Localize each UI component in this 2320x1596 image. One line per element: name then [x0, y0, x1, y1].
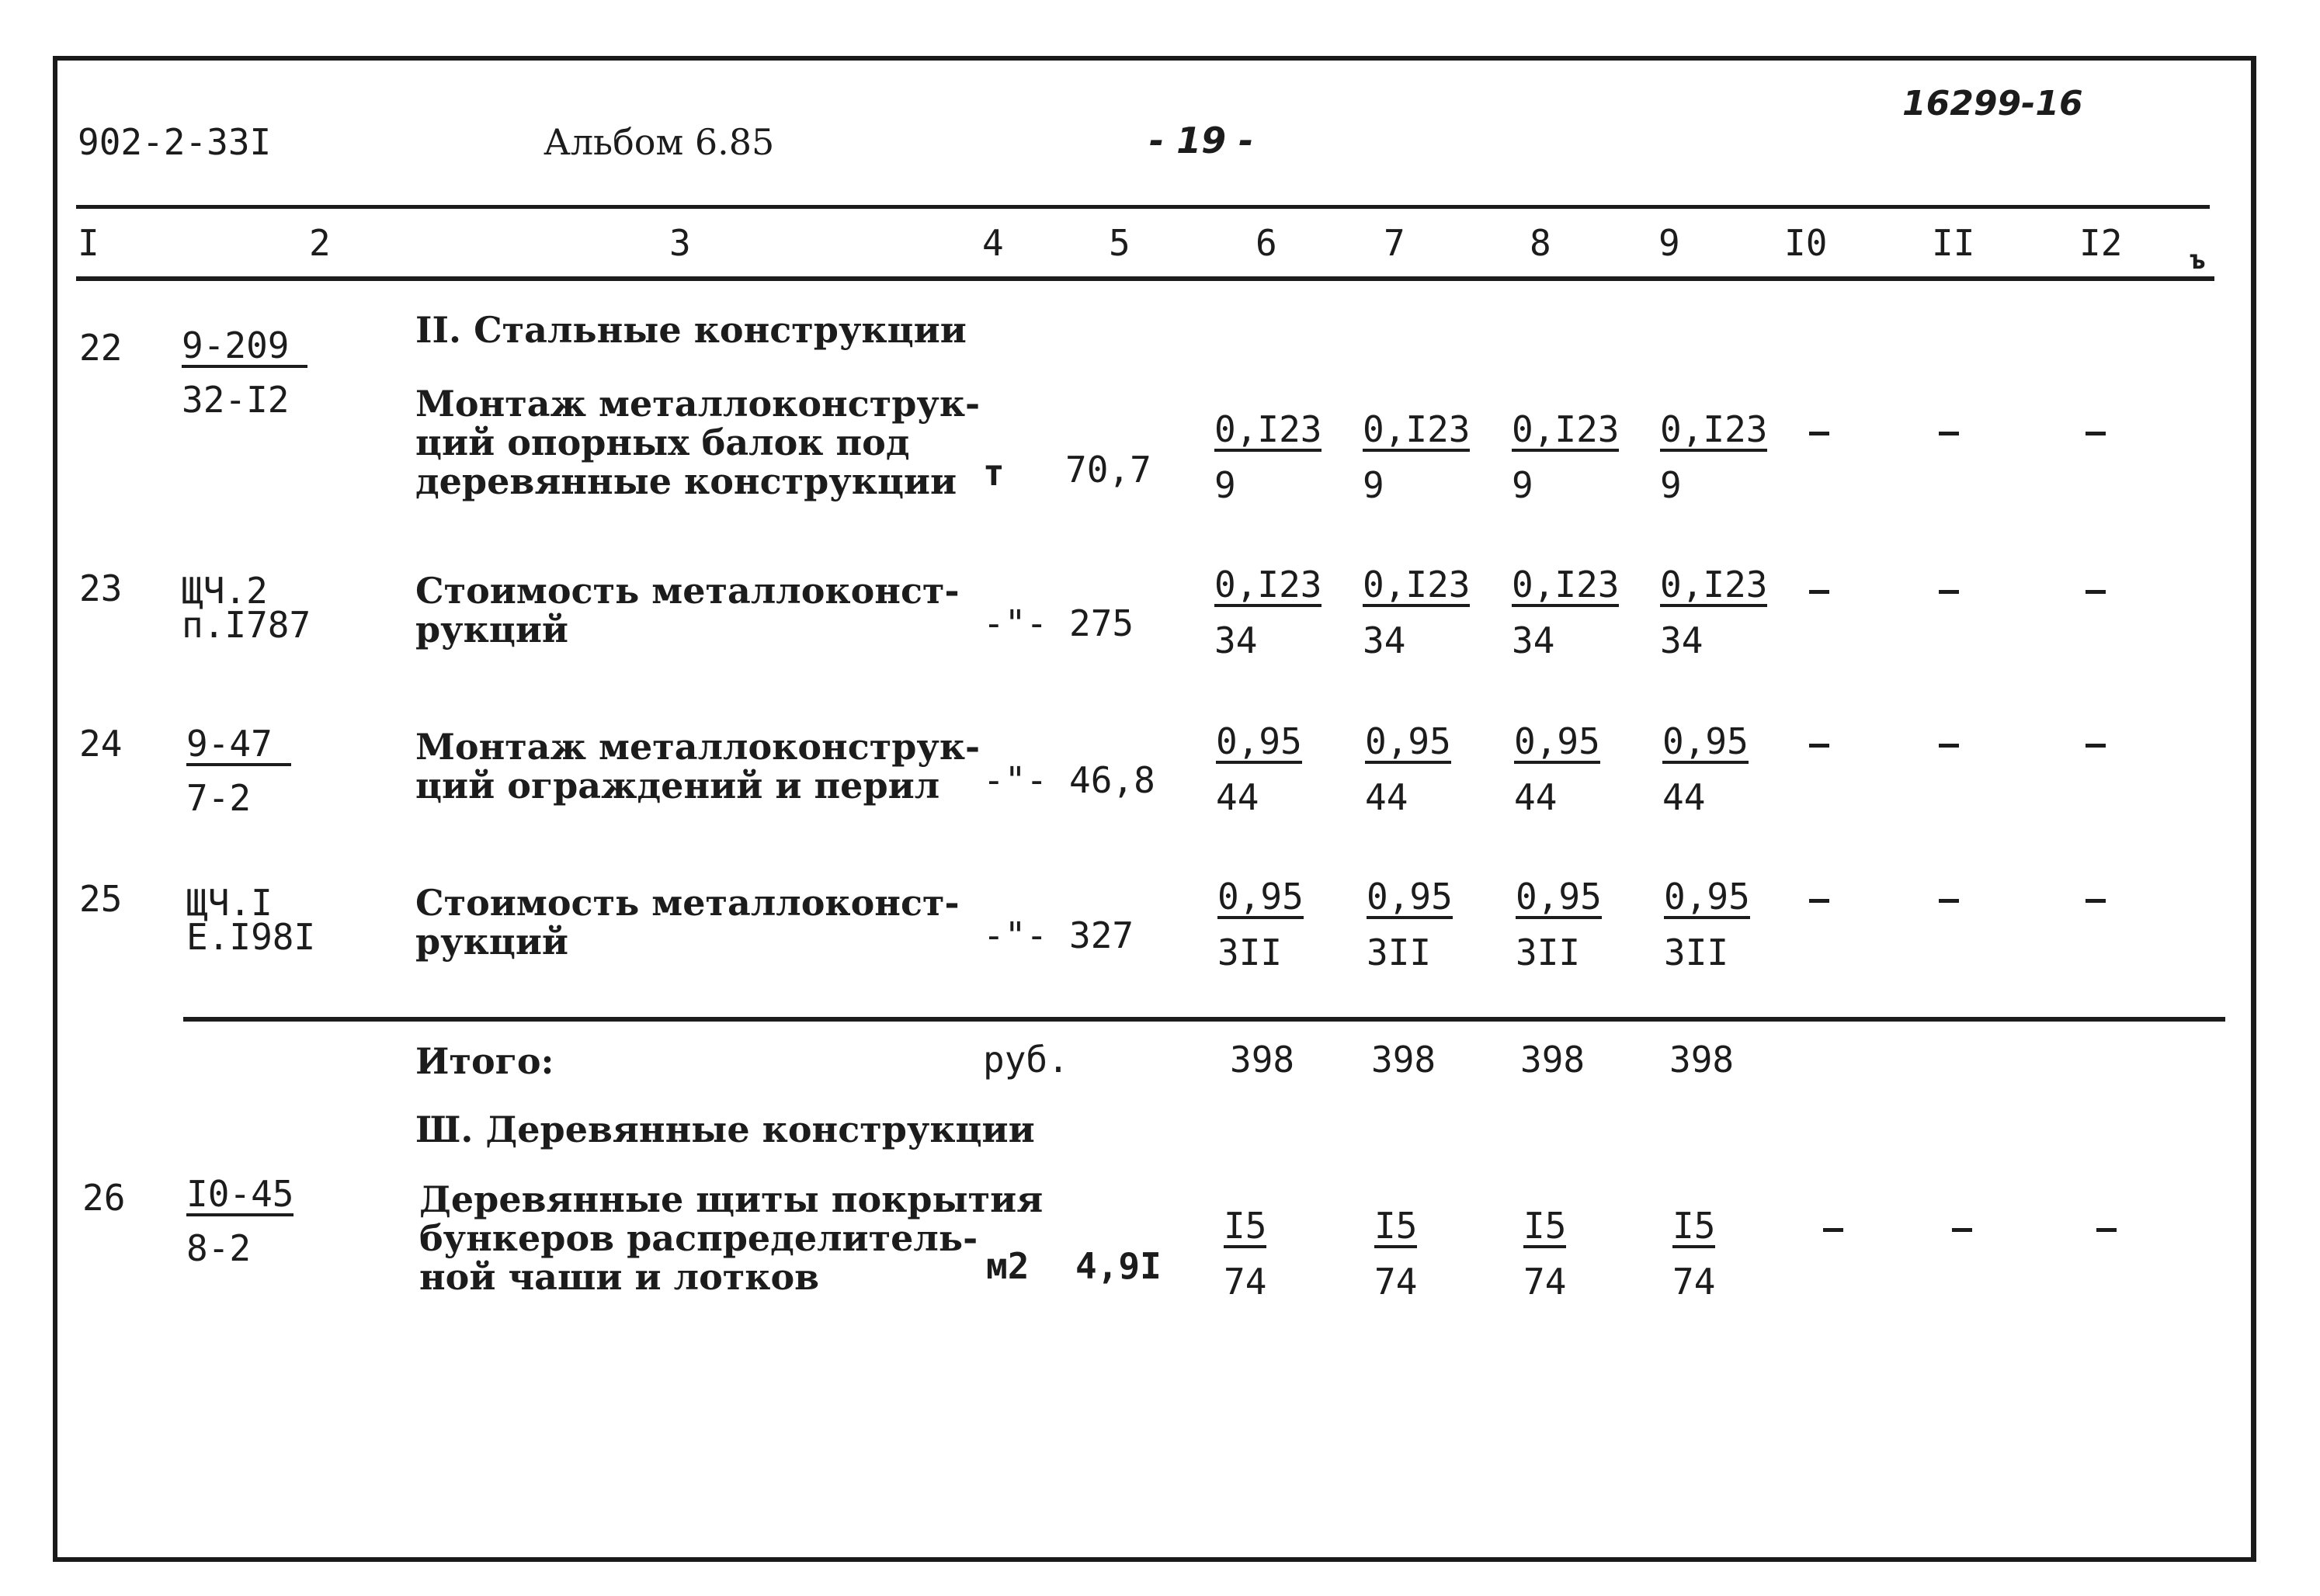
quantity: 327: [1069, 914, 1134, 956]
empty-cell-dash: [1809, 899, 1829, 903]
value-bottom: 34: [1363, 619, 1406, 661]
ref-code-top: ЩЧ.2: [182, 570, 268, 612]
col-header-4: 4: [982, 222, 1004, 264]
value-bottom: 44: [1216, 776, 1259, 818]
work-description: Стоимость металлоконст- рукций: [415, 570, 960, 651]
total-value: 398: [1520, 1039, 1585, 1081]
empty-cell-dash: [2086, 590, 2106, 594]
work-description: Монтаж металлоконструк- ций опорных балок под деревянные конструкции: [415, 383, 981, 502]
value-bottom: 74: [1224, 1261, 1267, 1303]
value-top: I5: [1672, 1205, 1716, 1247]
value-bottom: 34: [1512, 619, 1555, 661]
quantity: 70,7: [1065, 449, 1151, 491]
work-description: Деревянные щиты покрытия бункеров распределитель- ной чаши и лотков: [419, 1178, 1044, 1298]
ref-code-top: 9-47: [186, 726, 291, 766]
header-rule-top: [76, 205, 2210, 209]
value-bottom: 3II: [1664, 932, 1729, 973]
empty-cell-dash: [2086, 899, 2106, 903]
col-header-7: 7: [1384, 222, 1405, 264]
value-top: 0,95: [1217, 876, 1304, 918]
value-top: 0,I23: [1660, 564, 1768, 605]
section-steel-title: II. Стальные конструкции: [415, 309, 967, 351]
value-top: 0,I23: [1660, 408, 1768, 450]
work-description: Стоимость металлоконст- рукций: [415, 882, 960, 963]
value-top: 0,95: [1662, 720, 1749, 762]
col-header-8: 8: [1530, 222, 1551, 264]
value-top: I5: [1523, 1205, 1567, 1247]
total-value: 398: [1669, 1039, 1735, 1081]
page-number: - 19 -: [1149, 120, 1254, 161]
col-header-1: I: [78, 222, 99, 264]
ref-code-bottom: 32-I2: [182, 379, 290, 421]
value-top: 0,95: [1367, 876, 1453, 918]
value-bottom: 9: [1214, 464, 1236, 506]
ref-code-bottom: 8-2: [186, 1227, 252, 1269]
empty-cell-dash: [1809, 432, 1829, 435]
unit: -"-: [983, 602, 1048, 644]
total-rule: [183, 1017, 2225, 1022]
col-header-11: II: [1932, 222, 1975, 264]
value-bottom: 34: [1214, 619, 1258, 661]
empty-cell-dash: [1939, 432, 1959, 435]
value-top: 0,95: [1216, 720, 1302, 762]
empty-cell-dash: [1939, 744, 1959, 748]
total-value: 398: [1371, 1039, 1436, 1081]
work-description: Монтаж металлоконструк- ций ограждений и перил: [415, 726, 981, 807]
col-header-6: 6: [1256, 222, 1277, 264]
unit: -"-: [983, 759, 1048, 801]
section-wood-title: Ш. Деревянные конструкции: [415, 1109, 1035, 1150]
album-label: Альбом 6.85: [544, 121, 775, 163]
value-bottom: 3II: [1516, 932, 1581, 973]
col-header-2: 2: [309, 222, 331, 264]
ref-code-bottom: Е.I98I: [186, 916, 316, 958]
value-top: 0,95: [1664, 876, 1750, 918]
empty-cell-dash: [2096, 1228, 2117, 1232]
row-number: 22: [79, 327, 123, 369]
empty-cell-dash: [1952, 1228, 1972, 1232]
col-header-12: I2: [2079, 222, 2123, 264]
empty-cell-dash: [2086, 744, 2106, 748]
value-bottom: 9: [1660, 464, 1682, 506]
ref-code-bottom: п.I787: [182, 604, 311, 646]
value-top: I5: [1224, 1205, 1267, 1247]
value-top: I5: [1374, 1205, 1418, 1247]
empty-cell-dash: [1809, 590, 1829, 594]
total-label: Итого:: [415, 1040, 554, 1082]
value-top: 0,95: [1516, 876, 1602, 918]
empty-cell-dash: [2086, 432, 2106, 435]
page-frame: [53, 56, 2256, 1562]
value-top: 0,95: [1365, 720, 1451, 762]
value-bottom: 44: [1514, 776, 1558, 818]
value-top: 0,I23: [1214, 564, 1322, 605]
value-bottom: 74: [1672, 1261, 1716, 1303]
col-header-5: 5: [1109, 222, 1130, 264]
row-number: 26: [82, 1177, 126, 1219]
doc-code: 902-2-33I: [78, 121, 272, 163]
value-top: 0,I23: [1214, 408, 1322, 450]
value-bottom: 3II: [1217, 932, 1283, 973]
empty-cell-dash: [1823, 1228, 1843, 1232]
ref-code-top: I0-45: [186, 1173, 294, 1215]
quantity: 46,8: [1069, 759, 1155, 801]
value-bottom: 3II: [1367, 932, 1432, 973]
value-top: 0,I23: [1512, 408, 1620, 450]
archive-number: 16299-16: [1902, 84, 2083, 123]
value-bottom: 9: [1512, 464, 1533, 506]
total-value: 398: [1230, 1039, 1295, 1081]
row-number: 23: [79, 567, 123, 609]
ref-code-top: ЩЧ.I: [186, 882, 273, 924]
value-bottom: 44: [1365, 776, 1408, 818]
empty-cell-dash: [1939, 899, 1959, 903]
header-rule-bottom: [76, 276, 2214, 281]
unit: -"-: [983, 914, 1048, 956]
value-top: 0,I23: [1363, 408, 1471, 450]
value-bottom: 34: [1660, 619, 1704, 661]
empty-cell-dash: [1939, 590, 1959, 594]
value-top: 0,I23: [1363, 564, 1471, 605]
empty-cell-dash: [1809, 744, 1829, 748]
unit: м2: [986, 1245, 1030, 1287]
row-number: 24: [79, 723, 123, 765]
col-header-3: 3: [669, 222, 691, 264]
ref-code-bottom: 7-2: [186, 777, 252, 819]
value-bottom: 9: [1363, 464, 1384, 506]
value-bottom: 74: [1374, 1261, 1418, 1303]
unit: т: [983, 452, 1005, 494]
value-top: 0,95: [1514, 720, 1600, 762]
value-bottom: 44: [1662, 776, 1706, 818]
value-top: 0,I23: [1512, 564, 1620, 605]
total-unit: руб.: [983, 1039, 1069, 1081]
quantity: 275: [1069, 602, 1134, 644]
quantity: 4,9I: [1075, 1245, 1162, 1287]
value-bottom: 74: [1523, 1261, 1567, 1303]
col-header-10: I0: [1784, 222, 1828, 264]
corner-mark: ъ: [2190, 245, 2206, 276]
col-header-9: 9: [1658, 222, 1680, 264]
row-number: 25: [79, 878, 123, 920]
ref-code-top: 9-209: [182, 328, 307, 368]
